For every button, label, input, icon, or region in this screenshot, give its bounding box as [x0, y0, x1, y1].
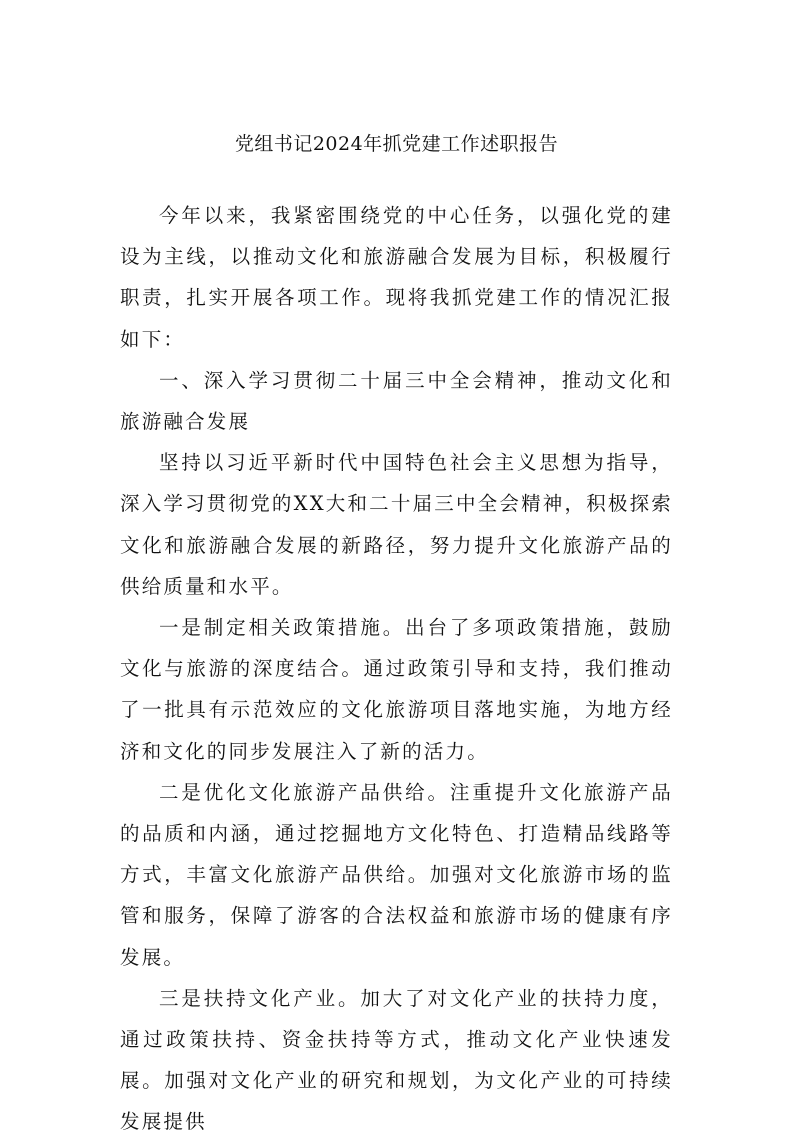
paragraph-guidance: 坚持以习近平新时代中国特色社会主义思想为指导，深入学习贯彻党的XX大和二十届三中全会精神，积极探索文化和旅游融合发展的新路径，努力提升文化旅游产品的供给质量和水平。 [120, 451, 673, 598]
document-body [120, 195, 673, 1143]
document-title: 党组书记2024年抓党建工作述职报告 [234, 133, 559, 155]
paragraph-intro: 今年以来，我紧密围绕党的中心任务，以强化党的建设为主线，以推动文化和旅游融合发展为目标，积极履行职责，扎实开展各项工作。现将我抓党建工作的情况汇报如下： [120, 204, 673, 351]
paragraph-industry: 三是扶持文化产业。加大了对文化产业的扶持力度，通过政策扶持、资金扶持等方式，推动文化产业快速发展。加强对文化产业的研究和规划，为文化产业的可持续发展提供 [120, 986, 673, 1134]
paragraph-products: 二是优化文化旅游产品供给。注重提升文化旅游产品的品质和内涵，通过挖掘地方文化特色、打造精品线路等方式，丰富文化旅游产品供给。加强对文化旅游市场的监管和服务，保障了游客的合法权益和旅游市场的健康有序发展。 [120, 780, 673, 969]
section-heading-1: 一、深入学习贯彻二十届三中全会精神，推动文化和旅游融合发展 [120, 368, 673, 434]
paragraph-policy: 一是制定相关政策措施。出台了多项政策措施，鼓励文化与旅游的深度结合。通过政策引导和支持，我们推动了一批具有示范效应的文化旅游项目落地实施，为地方经济和文化的同步发展注入了新的活力。 [120, 616, 673, 763]
